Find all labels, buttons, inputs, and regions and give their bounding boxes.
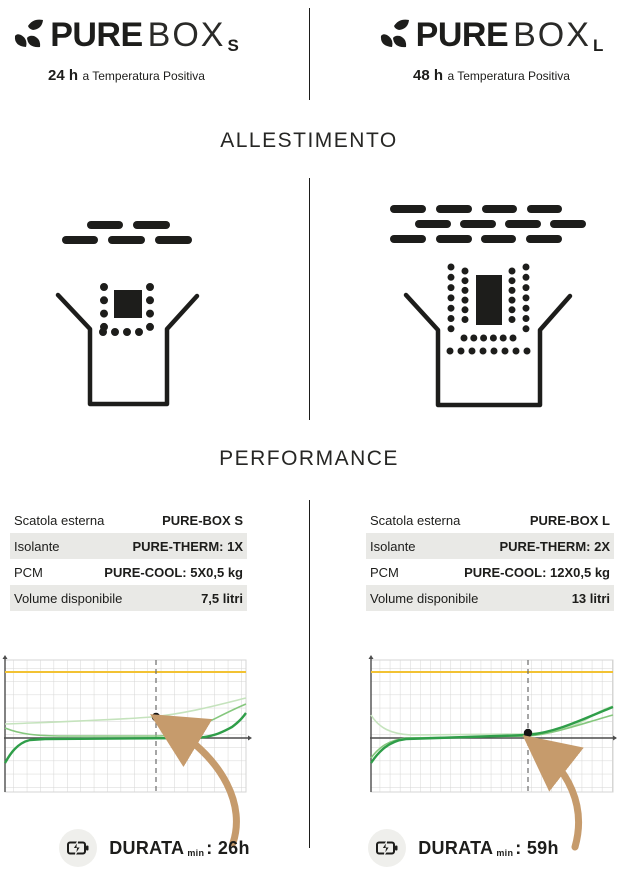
leaf-logo-icon: [14, 17, 44, 49]
product-block: [476, 275, 502, 325]
section-title-allestimento: ALLESTIMENTO: [220, 129, 398, 152]
durata-result-s: [0, 826, 309, 870]
durata-text: [109, 838, 250, 859]
wordmark-l: [415, 16, 604, 55]
durata-value: : 26h: [206, 837, 250, 858]
packing-diagram-l: [358, 193, 612, 432]
duration-claim-l: [413, 67, 570, 85]
durata-label: DURATA: [418, 837, 494, 858]
table-row: [366, 585, 614, 611]
table-row: [10, 533, 247, 559]
duration-hours: 48 h: [413, 67, 444, 84]
duration-claim-s: [48, 67, 205, 85]
spec-value: PURE-BOX L: [529, 512, 610, 528]
divider-diagrams: [309, 178, 310, 420]
spec-table-l: [366, 507, 614, 611]
section-title-performance: PERFORMANCE: [219, 447, 399, 470]
table-row: [366, 507, 614, 533]
duration-hours: 24 h: [48, 67, 79, 84]
durata-result-l: [309, 826, 618, 870]
table-row: [366, 533, 614, 559]
durata-value: : 59h: [515, 837, 559, 858]
durata-sub: min: [496, 847, 514, 858]
table-row: [10, 585, 247, 611]
duration-caption: a Temperatura Positiva: [447, 69, 570, 83]
spec-table-s: [10, 507, 247, 611]
duration-point-dot: [152, 713, 160, 721]
header-pure-box-l: [309, 6, 618, 85]
header-pure-box-s: [0, 6, 309, 85]
spec-value: PURE-BOX S: [162, 512, 243, 528]
table-row: [10, 559, 247, 585]
spec-label: Scatola esterna: [14, 512, 105, 528]
spec-label: Isolante: [370, 538, 416, 554]
durata-sub: min: [187, 847, 205, 858]
spec-label: Scatola esterna: [370, 512, 461, 528]
insulation-lid-dashes: [390, 205, 586, 243]
spec-value: PURE-COOL: 12X0,5 kg: [464, 564, 610, 580]
spec-value: PURE-THERM: 2X: [499, 538, 610, 554]
spec-label: PCM: [14, 564, 43, 580]
spec-label: PCM: [370, 564, 399, 580]
spec-value: 7,5 litri: [201, 590, 243, 606]
size-letter: S: [227, 36, 239, 55]
duration-point-dot: [524, 729, 532, 737]
durata-label: DURATA: [109, 837, 185, 858]
battery-charging-icon: [59, 829, 97, 867]
brand-bold: PURE: [50, 16, 143, 54]
spec-value: PURE-COOL: 5X0,5 kg: [104, 564, 243, 580]
insulation-lid-dashes: [62, 221, 192, 244]
leaf-logo-icon: [380, 17, 410, 49]
duration-caption: a Temperatura Positiva: [82, 69, 205, 83]
brand-light: BOX: [147, 16, 226, 54]
durata-text: [418, 838, 559, 859]
spec-label: Isolante: [14, 538, 60, 554]
brand-light: BOX: [513, 16, 591, 54]
brand-lockup-s: [14, 6, 239, 55]
brand-lockup-l: [380, 6, 604, 55]
spec-value: PURE-THERM: 1X: [132, 538, 243, 554]
table-row: [10, 507, 247, 533]
spec-label: Volume disponibile: [14, 590, 123, 606]
size-letter: L: [592, 36, 604, 55]
spec-label: Volume disponibile: [370, 590, 479, 606]
brand-bold: PURE: [415, 16, 509, 54]
packing-diagram-s: [40, 195, 280, 430]
spec-value: 13 litri: [571, 590, 610, 606]
battery-charging-icon: [368, 829, 406, 867]
wordmark-s: [50, 16, 239, 55]
table-row: [366, 559, 614, 585]
product-block: [114, 290, 142, 318]
chart-grid: [5, 660, 246, 792]
